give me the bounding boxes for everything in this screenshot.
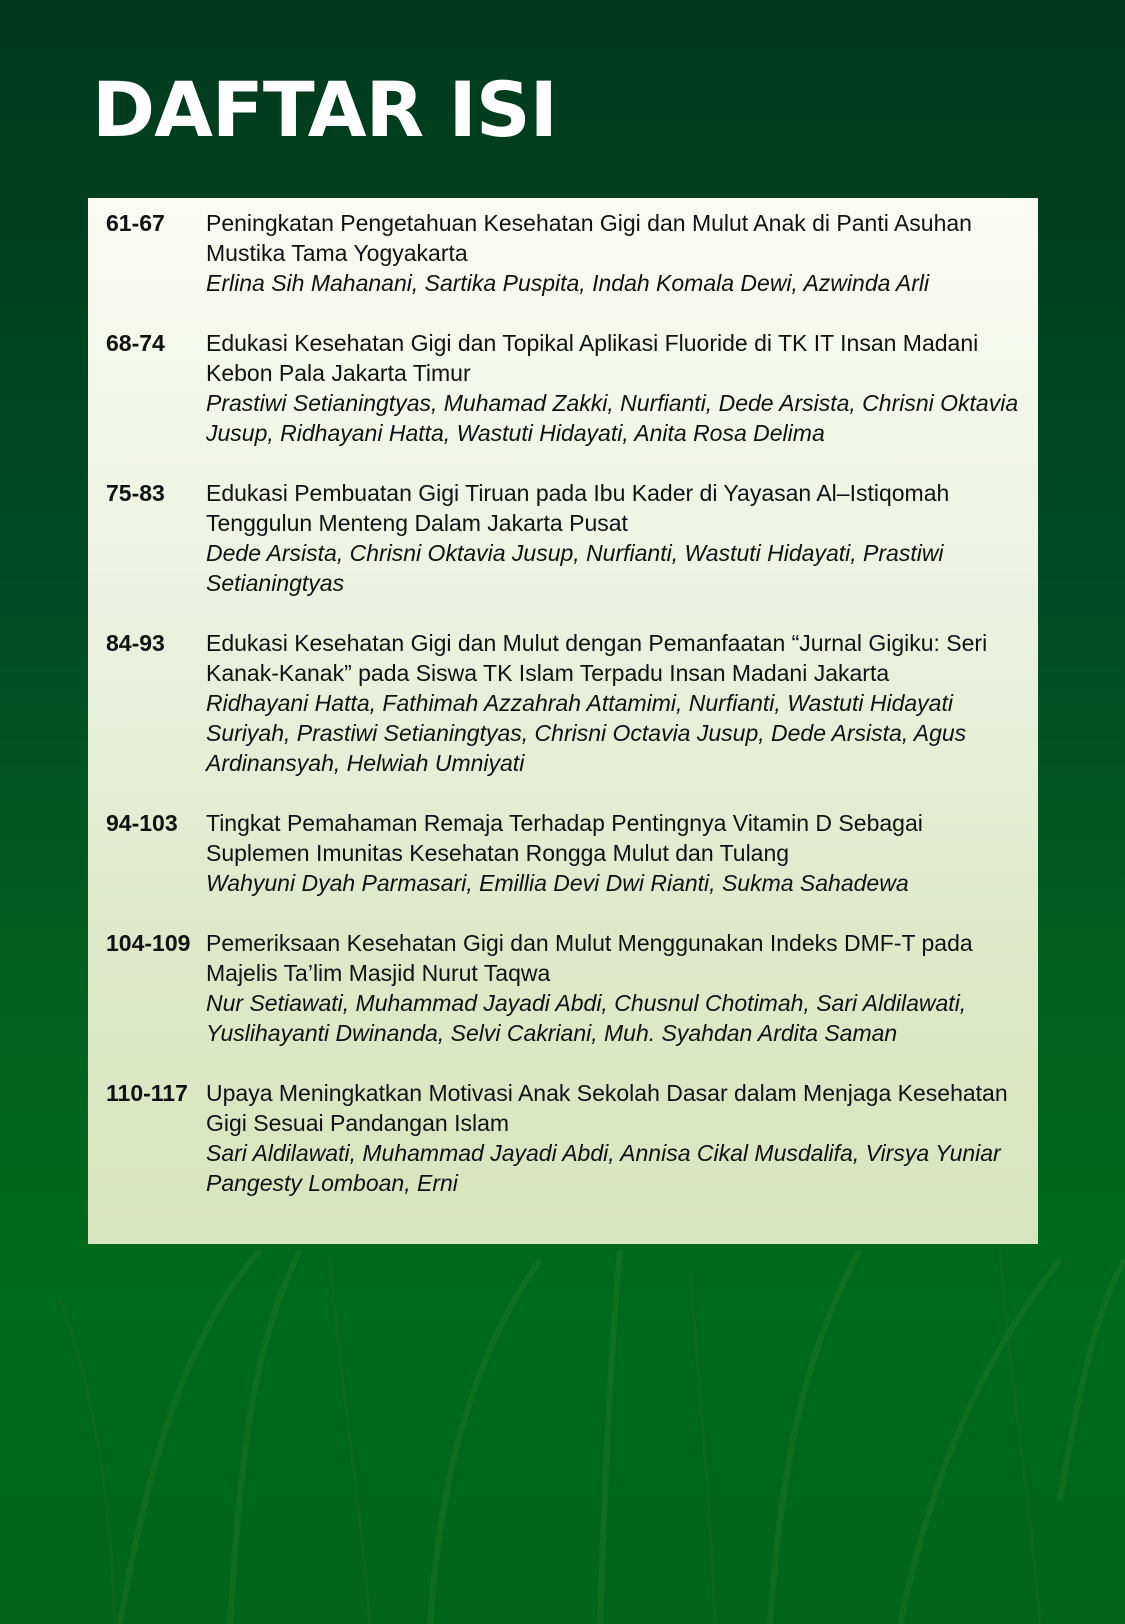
toc-entry[interactable] <box>106 328 1038 448</box>
page-range: 104-109 <box>106 930 191 956</box>
entry-body <box>206 1078 1038 1198</box>
article-authors: Dede Arsista, Chrisni Oktavia Jusup, Nurfianti, Wastuti Hidayati, Prastiwi Setianingtyas <box>206 540 944 596</box>
entry-body <box>206 328 1038 448</box>
article-authors: Prastiwi Setianingtyas, Muhamad Zakki, Nurfianti, Dede Arsista, Chrisni Oktavia Jusup, Ridhayani Hatta, Wastuti Hidayati, Anita Rosa Delima <box>206 390 1019 446</box>
page-range: 84-93 <box>106 630 165 656</box>
page-range: 94-103 <box>106 810 178 836</box>
page-range: 75-83 <box>106 480 165 506</box>
page-range: 68-74 <box>106 330 165 356</box>
entry-body <box>206 808 1038 898</box>
article-title: Tingkat Pemahaman Remaja Terhadap Pentingnya Vitamin D Sebagai Suplemen Imunitas Kesehatan Rongga Mulut dan Tulang <box>206 810 923 866</box>
entry-body <box>206 478 1038 598</box>
toc-entry[interactable] <box>106 928 1038 1048</box>
page-range: 61-67 <box>106 210 165 236</box>
toc-entry[interactable] <box>106 808 1038 898</box>
article-title: Peningkatan Pengetahuan Kesehatan Gigi dan Mulut Anak di Panti Asuhan Mustika Tama Yogyakarta <box>206 210 972 266</box>
article-title: Pemeriksaan Kesehatan Gigi dan Mulut Menggunakan Indeks DMF-T pada Majelis Ta’lim Masjid Nurut Taqwa <box>206 930 973 986</box>
article-authors: Ridhayani Hatta, Fathimah Azzahrah Attamimi, Nurfianti, Wastuti Hidayati Suriyah, Prastiwi Setianingtyas, Chrisni Octavia Jusup, Dede Arsista, Agus Ardinansyah, Helwiah Umniyati <box>206 690 967 776</box>
page-title: DAFTAR ISI <box>92 65 557 154</box>
article-title: Edukasi Pembuatan Gigi Tiruan pada Ibu Kader di Yayasan Al–Istiqomah Tenggulun Menteng Dalam Jakarta Pusat <box>206 480 950 536</box>
entry-body <box>206 628 1038 778</box>
entry-body <box>206 928 1038 1048</box>
article-authors: Erlina Sih Mahanani, Sartika Puspita, Indah Komala Dewi, Azwinda Arli <box>206 270 930 296</box>
toc-entry[interactable] <box>106 208 1038 298</box>
article-authors: Nur Setiawati, Muhammad Jayadi Abdi, Chusnul Chotimah, Sari Aldilawati, Yuslihayanti Dwinanda, Selvi Cakriani, Muh. Syahdan Ardita Saman <box>206 990 967 1046</box>
article-title: Upaya Meningkatkan Motivasi Anak Sekolah Dasar dalam Menjaga Kesehatan Gigi Sesuai Pandangan Islam <box>206 1080 1008 1136</box>
toc-entry[interactable] <box>106 478 1038 598</box>
article-authors: Wahyuni Dyah Parmasari, Emillia Devi Dwi Rianti, Sukma Sahadewa <box>206 870 909 896</box>
toc-entry[interactable] <box>106 628 1038 778</box>
article-title: Edukasi Kesehatan Gigi dan Mulut dengan Pemanfaatan “Jurnal Gigiku: Seri Kanak-Kanak” pada Siswa TK Islam Terpadu Insan Madani Jakarta <box>206 630 988 686</box>
article-title: Edukasi Kesehatan Gigi dan Topikal Aplikasi Fluoride di TK IT Insan Madani Kebon Pala Jakarta Timur <box>206 330 979 386</box>
page-range: 110-117 <box>106 1080 188 1106</box>
article-authors: Sari Aldilawati, Muhammad Jayadi Abdi, Annisa Cikal Musdalifa, Virsya Yuniar Pangesty Lomboan, Erni <box>206 1140 1001 1196</box>
table-of-contents <box>88 198 1038 1244</box>
entry-body <box>206 208 1038 298</box>
toc-entry[interactable] <box>106 1078 1038 1198</box>
